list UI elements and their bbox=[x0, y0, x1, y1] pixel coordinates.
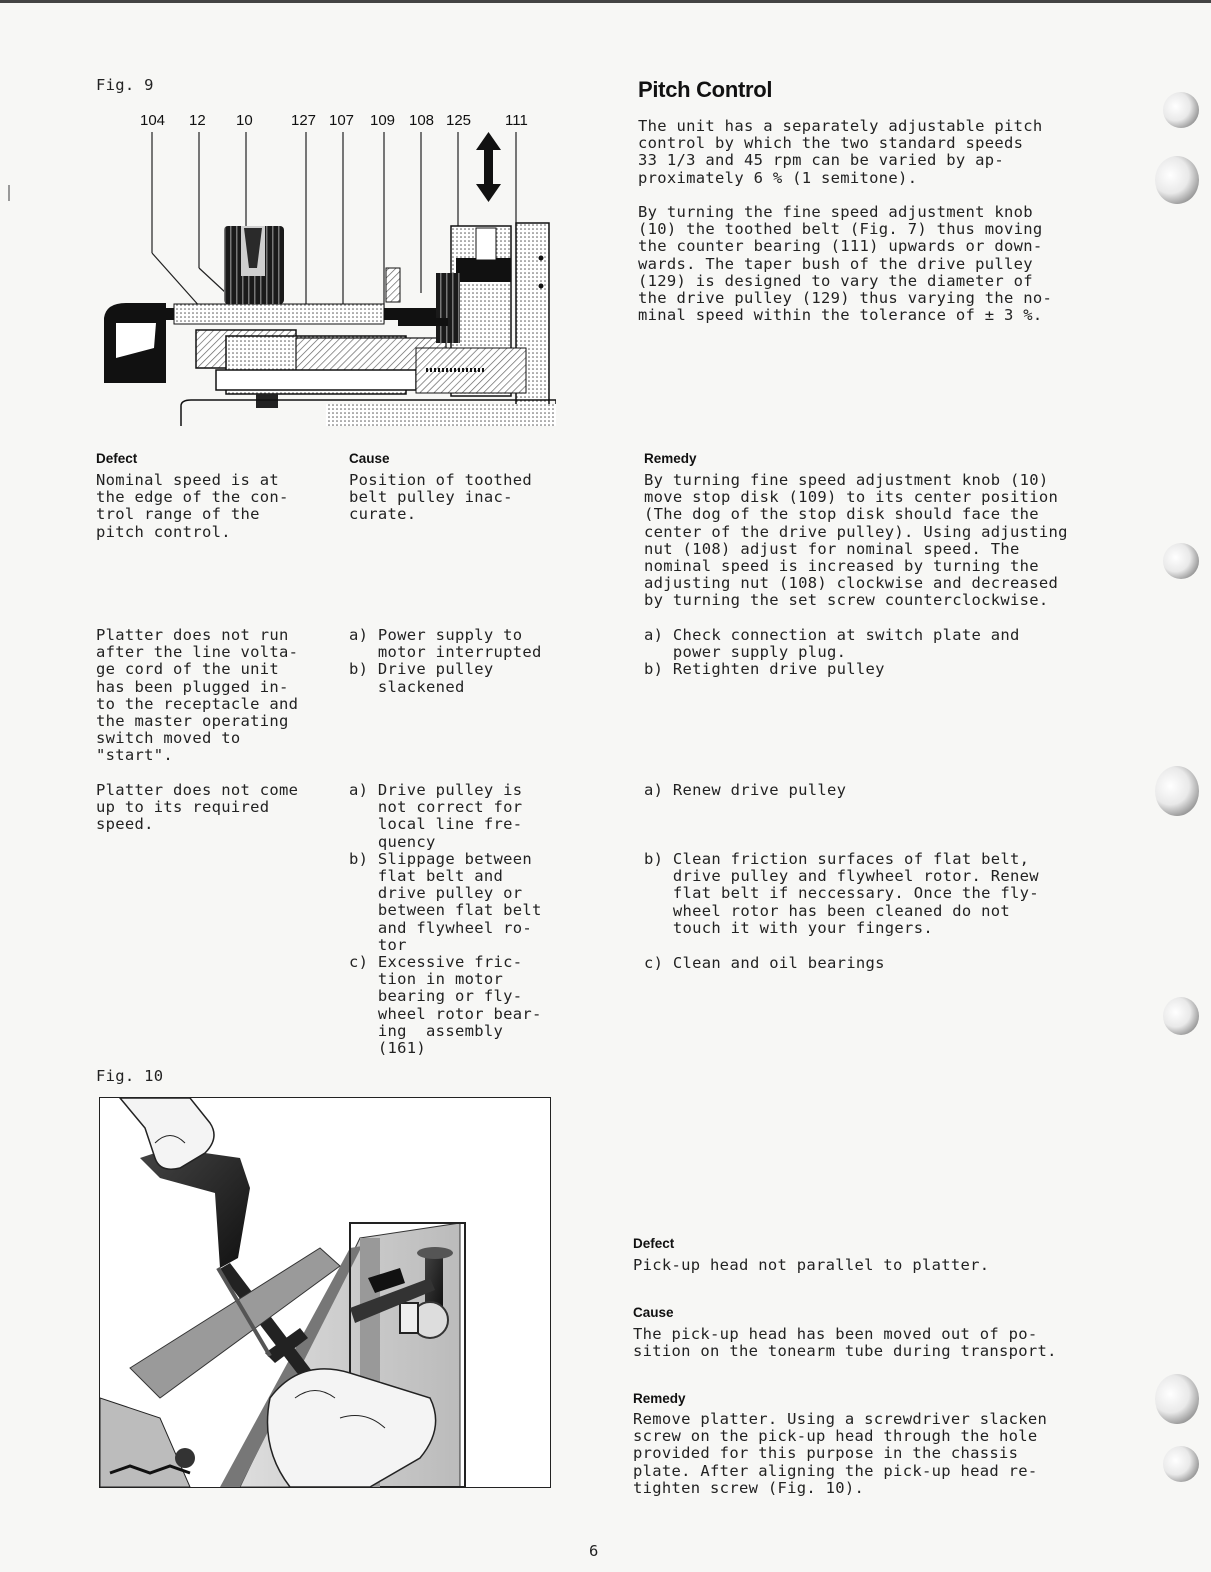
text-line: proximately 6 % (1 semitone). bbox=[638, 168, 918, 187]
text-line: b) Clean friction surfaces of flat belt, bbox=[644, 850, 1030, 868]
text-line: belt pulley inac- bbox=[349, 488, 513, 507]
text-line: switch moved to bbox=[96, 729, 241, 748]
pickup-header-defect: Defect bbox=[633, 1236, 675, 1251]
row1-defect bbox=[96, 472, 289, 541]
callout-12: 12 bbox=[189, 112, 206, 129]
text-line: (161) bbox=[349, 1039, 427, 1058]
punch-hole-icon bbox=[1163, 543, 1199, 579]
fig10-photo bbox=[100, 1098, 550, 1487]
row3-remedy-b bbox=[644, 851, 1039, 937]
text-line: minal speed within the tolerance of ± 3 %. bbox=[638, 306, 1043, 325]
text-line: speed. bbox=[96, 815, 154, 834]
text-line: quency bbox=[349, 832, 436, 851]
text-line: the edge of the con- bbox=[96, 488, 289, 507]
punch-hole-icon bbox=[1163, 1446, 1199, 1482]
text-line: pitch control. bbox=[96, 522, 231, 541]
pickup-defect bbox=[633, 1257, 989, 1274]
pitch-para-1 bbox=[638, 118, 1043, 187]
text-line: a) Drive pulley is bbox=[349, 781, 523, 799]
text-line: touch it with your fingers. bbox=[644, 918, 933, 937]
fig9-drawing bbox=[96, 108, 556, 428]
pickup-header-remedy: Remedy bbox=[633, 1391, 686, 1406]
text-line: c) Excessive fric- bbox=[349, 953, 523, 972]
callout-108: 108 bbox=[409, 112, 435, 129]
text-line: and flywheel ro- bbox=[349, 918, 533, 937]
pickup-header-cause: Cause bbox=[633, 1305, 674, 1320]
text-line: adjusting nut (108) clockwise and decreased bbox=[644, 574, 1059, 593]
text-line: b) Slippage between bbox=[349, 849, 533, 868]
text-line: bearing or fly- bbox=[349, 987, 523, 1006]
margin-mark bbox=[8, 185, 10, 201]
text-line: b) Drive pulley bbox=[349, 660, 494, 679]
text-line: flat belt if neccessary. Once the fly- bbox=[644, 884, 1039, 903]
punch-hole-icon bbox=[1155, 766, 1199, 816]
text-line: control by which the two standard speeds bbox=[638, 134, 1024, 153]
text-line: 33 1/3 and 45 rpm can be varied by ap- bbox=[638, 151, 1005, 170]
row3-remedy-a bbox=[644, 782, 846, 799]
row3-remedy-c bbox=[644, 955, 885, 972]
pickup-remedy bbox=[633, 1411, 1047, 1497]
pitch-para-2 bbox=[638, 204, 1052, 324]
row1-cause bbox=[349, 472, 532, 524]
row1-remedy bbox=[644, 472, 1068, 610]
adjust-arrow-icon bbox=[476, 132, 501, 202]
text-line: By turning fine speed adjustment knob (10) bbox=[644, 471, 1049, 489]
row2-defect bbox=[96, 627, 298, 765]
punch-hole-icon bbox=[1155, 1374, 1199, 1424]
text-line: wards. The taper bush of the drive pulley bbox=[638, 254, 1033, 273]
row3-cause bbox=[349, 782, 542, 1057]
page-number: 6 bbox=[589, 1542, 599, 1560]
text-line: slackened bbox=[349, 677, 465, 696]
text-line: Platter does not run bbox=[96, 626, 289, 644]
row3-defect bbox=[96, 782, 298, 834]
text-line: to the receptacle and bbox=[96, 694, 299, 713]
text-line: tor bbox=[349, 935, 407, 954]
text-line: plate. After aligning the pick-up head re- bbox=[633, 1461, 1038, 1480]
punch-hole-icon bbox=[1163, 92, 1199, 128]
page-top-edge bbox=[0, 0, 1211, 3]
header-defect: Defect bbox=[96, 451, 138, 466]
fig9-label: Fig. 9 bbox=[96, 76, 154, 94]
text-line: nut (108) adjust for nominal speed. The bbox=[644, 539, 1020, 558]
text-line: tion in motor bbox=[349, 970, 504, 989]
text-line: the master operating bbox=[96, 712, 289, 731]
text-line: wheel rotor bear- bbox=[349, 1004, 542, 1023]
text-line: center of the drive pulley). Using adjusting bbox=[644, 522, 1068, 541]
text-line: (10) the toothed belt (Fig. 7) thus moving bbox=[638, 220, 1043, 239]
text-line: curate. bbox=[349, 505, 417, 524]
callout-111: 111 bbox=[505, 112, 528, 129]
text-line: by turning the set screw counterclockwise. bbox=[644, 591, 1049, 610]
text-line: The pick-up head has been moved out of po- bbox=[633, 1325, 1038, 1343]
text-line: has been plugged in- bbox=[96, 677, 289, 696]
text-line: local line fre- bbox=[349, 815, 523, 834]
fig9-figure bbox=[96, 108, 556, 428]
header-remedy: Remedy bbox=[644, 451, 697, 466]
header-cause: Cause bbox=[349, 451, 390, 466]
callout-104: 104 bbox=[140, 112, 166, 129]
text-line: Position of toothed bbox=[349, 471, 533, 489]
text-line: trol range of the bbox=[96, 505, 260, 524]
text-line: (129) is designed to vary the diameter of bbox=[638, 271, 1033, 290]
callout-127: 127 bbox=[291, 112, 317, 129]
text-line: between flat belt bbox=[349, 901, 542, 920]
text-line: provided for this purpose in the chassis bbox=[633, 1444, 1019, 1463]
row2-remedy bbox=[644, 627, 1020, 679]
text-line: the drive pulley (129) thus varying the no- bbox=[638, 289, 1053, 308]
text-line: the counter bearing (111) upwards or down- bbox=[638, 237, 1043, 256]
text-line: screw on the pick-up head through the hole bbox=[633, 1427, 1038, 1446]
text-line: nominal speed is increased by turning the bbox=[644, 557, 1039, 576]
text-line: move stop disk (109) to its center position bbox=[644, 488, 1059, 507]
text-line: drive pulley or bbox=[349, 884, 523, 903]
text-line: a) Check connection at switch plate and bbox=[644, 626, 1020, 644]
text-line: after the line volta- bbox=[96, 643, 299, 662]
row2-cause bbox=[349, 627, 542, 696]
text-line: "start". bbox=[96, 746, 174, 765]
punch-hole-icon bbox=[1155, 156, 1199, 204]
text-line: a) Power supply to bbox=[349, 626, 523, 644]
text-line: The unit has a separately adjustable pitch bbox=[638, 117, 1043, 135]
page-title: Pitch Control bbox=[638, 77, 773, 102]
text-line: c) Clean and oil bearings bbox=[644, 954, 885, 972]
text-line: Platter does not come bbox=[96, 781, 299, 799]
text-line: power supply plug. bbox=[644, 643, 847, 662]
text-line: flat belt and bbox=[349, 867, 504, 886]
text-line: Nominal speed is at bbox=[96, 471, 280, 489]
text-line: sition on the tonearm tube during transport. bbox=[633, 1342, 1057, 1361]
pickup-cause bbox=[633, 1326, 1057, 1360]
text-line: tighten screw (Fig. 10). bbox=[633, 1478, 865, 1497]
callout-125: 125 bbox=[446, 112, 472, 129]
text-line: wheel rotor has been cleaned do not bbox=[644, 901, 1011, 920]
text-line: ge cord of the unit bbox=[96, 660, 280, 679]
fig10-label: Fig. 10 bbox=[96, 1067, 164, 1085]
text-line: drive pulley and flywheel rotor. Renew bbox=[644, 867, 1039, 886]
callout-109: 109 bbox=[370, 112, 396, 129]
text-line: By turning the fine speed adjustment knob bbox=[638, 203, 1033, 221]
speed-knob-10 bbox=[224, 226, 284, 304]
text-line: motor interrupted bbox=[349, 643, 542, 662]
text-line: not correct for bbox=[349, 798, 523, 817]
punch-hole-icon bbox=[1163, 997, 1199, 1035]
text-line: Pick-up head not parallel to platter. bbox=[633, 1256, 990, 1274]
callout-107: 107 bbox=[329, 112, 355, 129]
text-line: a) Renew drive pulley bbox=[644, 781, 847, 799]
text-line: Remove platter. Using a screwdriver slacken bbox=[633, 1410, 1048, 1428]
text-line: (The dog of the stop disk should face the bbox=[644, 505, 1039, 524]
text-line: ing assembly bbox=[349, 1021, 504, 1040]
text-line: b) Retighten drive pulley bbox=[644, 660, 885, 679]
fig10-figure bbox=[99, 1097, 551, 1488]
callout-10: 10 bbox=[236, 112, 253, 129]
text-line: up to its required bbox=[96, 798, 270, 817]
